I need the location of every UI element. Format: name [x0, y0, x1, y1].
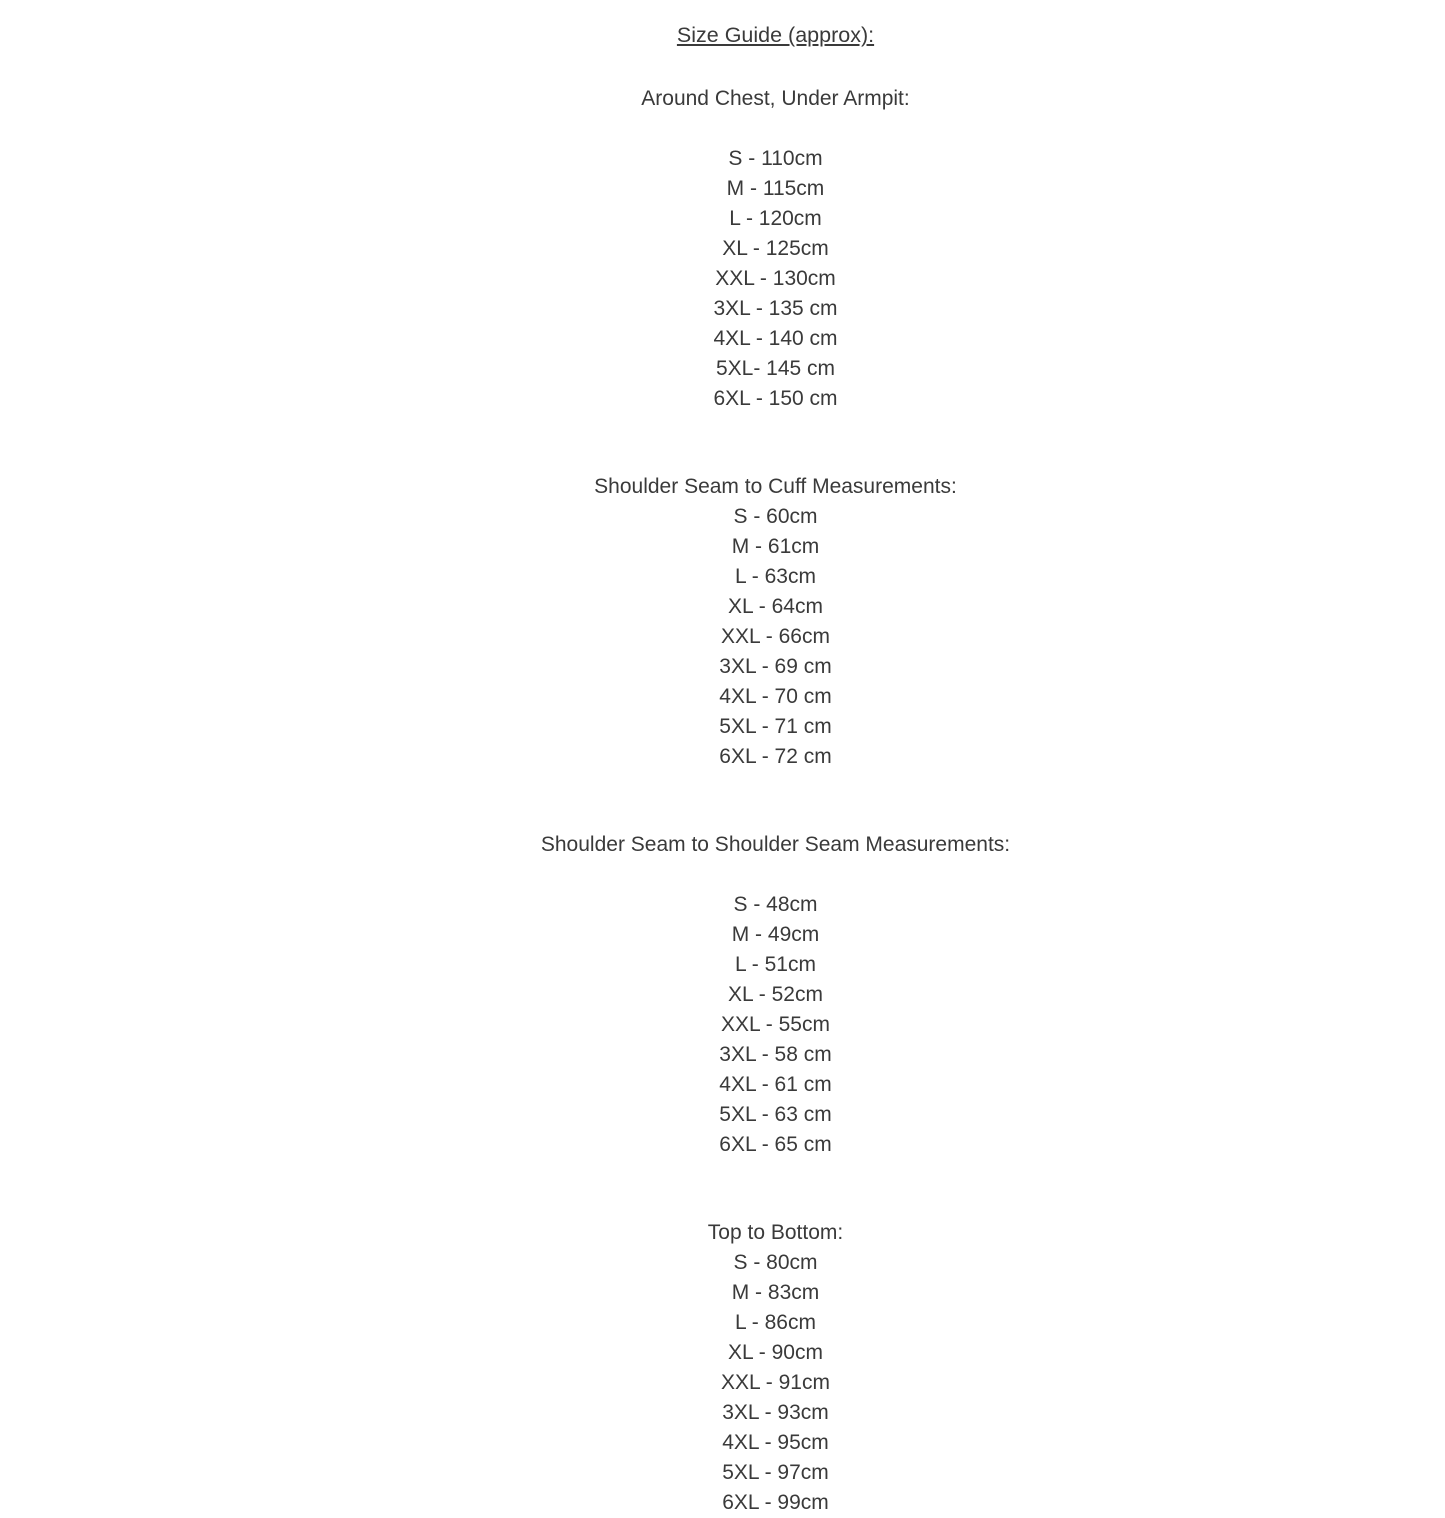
size-line: S - 60cm [733, 505, 818, 528]
size-list [106, 144, 1445, 414]
size-line: XL - 52cm [728, 983, 823, 1006]
size-line: 5XL - 63 cm [719, 1103, 832, 1126]
size-line: XL - 125cm [722, 237, 829, 260]
size-line: 5XL - 71 cm [719, 715, 832, 738]
size-line: 5XL- 145 cm [715, 357, 836, 380]
size-line: L - 86cm [735, 1311, 816, 1334]
size-line: XXL - 66cm [721, 625, 830, 648]
size-line: XL - 90cm [728, 1341, 823, 1364]
size-line: 4XL - 61 cm [719, 1073, 832, 1096]
section-title: Around Chest, Under Armpit: [641, 87, 910, 110]
size-line: S - 80cm [733, 1251, 818, 1274]
size-line: 6XL - 72 cm [719, 745, 832, 768]
size-line: 3XL - 93cm [722, 1401, 829, 1424]
section-top-to-bottom [106, 1218, 1445, 1518]
section-shoulder-to-shoulder [106, 830, 1445, 1160]
size-line: 3XL - 58 cm [719, 1043, 832, 1066]
section-title: Top to Bottom: [707, 1221, 844, 1244]
size-line: XXL - 130cm [715, 267, 836, 290]
size-line: M - 49cm [731, 923, 820, 946]
size-line: 5XL - 97cm [722, 1461, 829, 1484]
size-line: L - 63cm [735, 565, 816, 588]
size-line: 4XL - 95cm [722, 1431, 829, 1454]
section-title: Shoulder Seam to Cuff Measurements: [594, 475, 957, 498]
size-line: XXL - 91cm [721, 1371, 830, 1394]
size-line: 3XL - 135 cm [713, 297, 838, 320]
size-line: 4XL - 140 cm [713, 327, 838, 350]
page-title: Size Guide (approx): [676, 23, 875, 47]
size-line: M - 61cm [731, 535, 820, 558]
size-line: XL - 64cm [728, 595, 823, 618]
size-line: 6XL - 150 cm [713, 387, 838, 410]
size-line: L - 51cm [735, 953, 816, 976]
size-line: XXL - 55cm [721, 1013, 830, 1036]
size-line: 6XL - 65 cm [719, 1133, 832, 1156]
size-line: S - 110cm [728, 147, 823, 170]
size-line: L - 120cm [729, 207, 822, 230]
section-around-chest [106, 84, 1445, 414]
size-list [106, 1248, 1445, 1518]
size-line: 6XL - 99cm [722, 1491, 829, 1514]
size-list [106, 890, 1445, 1160]
size-line: 3XL - 69 cm [719, 655, 832, 678]
section-title: Shoulder Seam to Shoulder Seam Measurements: [540, 833, 1011, 856]
section-shoulder-to-cuff [106, 472, 1445, 772]
size-line: M - 83cm [731, 1281, 820, 1304]
size-line: 4XL - 70 cm [719, 685, 832, 708]
size-line: M - 115cm [726, 177, 825, 200]
size-line: S - 48cm [733, 893, 818, 916]
size-list [106, 502, 1445, 772]
